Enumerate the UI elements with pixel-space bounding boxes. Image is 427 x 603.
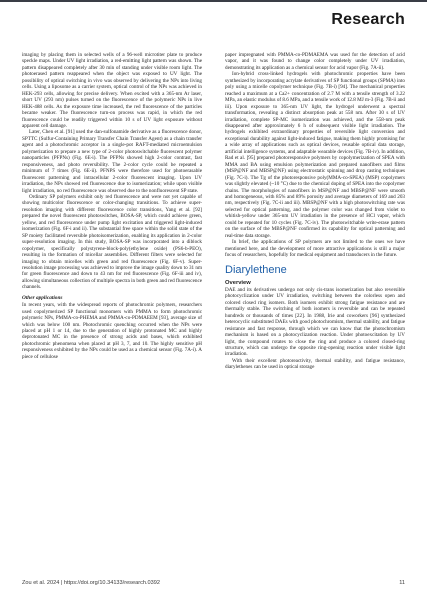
subsection-heading: Overview [225, 279, 251, 286]
paragraph: In recent years, with the widespread reports of photochromic polymers, researchers used copolymerized SP functional monomers with PMMA to form photochromic polymeric NPs, PMMA-co-PHEMA and PMMA-co-PDMAEEM [93], average size of which was below 100 nm. Photochromic quenching occurred when the NPs were placed at pH 1 or 14, due to the generation of highly protonated MC and highly deprotonated MC in the presence of strong acids and bases, which exhibited photochromic phenomena when placed at pH 3, 7, and 10. The highly sensitive pH responsiveness exhibited by the NPs could be used as a chemical sensor (Fig. 7A-i). A piece of cellulose [22, 302, 202, 360]
right-column [225, 52, 405, 371]
paragraph: In brief, the applications of SP polymers are not limited to the ones we have mentioned here, and the development of more attractive applications is still a major focus of researchers, hopefully for medical equipment and transducers in the future. [225, 239, 405, 259]
paragraph: With their excellent photoreactivity, thermal stability, and fatigue resistance, diarylethenes can be used in optical storage [225, 357, 405, 371]
section-title: Diarylethene [225, 263, 287, 276]
paragraph: paper impregnated with PMMA-co-PDMAEMA was used for the detection of acid vapor, and it was found to change color completely under UV irradiation, demonstrating its application as a chemical sensor for acid vapor (Fig. 7A-ii). [225, 52, 405, 71]
paragraph: DAE and its derivatives undergo not only cis-trans isomerization but also reversible photocyclization under UV irradiation, switching between the colorless open and colored closed ring isomers. Both isomers exhibit strong fatigue resistance and are thermally stable. The switching of both isomers is reversible and can be repeated hundreds or thousands of times [22]. In 1988, Irie and coworkers [96] synthesized heterocyclic substituted DAEs with good photochromism, thermal stability, and fatigue resistance and fast response, through which we can know that the photochromism mechanism is based on a photocyclization reaction. Under photoexcitation by UV light, the compound rotates to close the ring and produce a colored closed-ring structure, which can undergo the opposite ring-opening reaction under visible light irradiation. [225, 286, 405, 358]
header-rule [0, 0, 427, 2]
paragraph: imaging by placing them in selected wells of a 96-well microtiter plate to produce speckle maps. Under UV light irradiation, a red-emitting light pattern was shown. The pattern disappeared completely after 30 min of standing under visible room light. The photoerased pattern reappeared when the object was exposed to UV light. The possibility of optical switching in vivo was observed by delivering the NPs into living cells. Using a liposome as a carrier system, optical control of the NPs was achieved in HEK-293 cells, allowing for precise delivery. When excited with a 365-nm Ar laser, short UV (293 nm) pulses turned on the fluorescence of the polymeric NPs in live HEK-488 cells. As the exposure time increased, the red fluorescence of the particles became weaker. The fluorescence turn-on process was rapid, in which the red fluorescence could be readily triggered within 10 s of UV light exposure without apparent cell damage. [22, 52, 202, 129]
page-number: 11 [399, 580, 405, 586]
journal-name: Research [331, 11, 405, 28]
citation: Zou et al. 2024 | https://doi.org/10.34133/research.0392 [22, 580, 160, 586]
paragraph: Ion-hybrid cross-linked hydrogels with photochromic properties have been synthesized by incorporating acrylate derivatives of SP functional groups (SPMA) into poly using a micelle copolymer technique (Fig. 7B-i) [94]. The mechanical properties reached a maximum at a Ca2+ concentration of 2.7 M with a tensile strength of 3.22 MPa, an elastic modulus of 8.6 MPa, and a tensile work of 12.8 MJ m-3 (Fig. 7B-ii and iii). Upon exposure to 365-nm UV light, the hydrogel underwent a spectral transformation, revealing a distinct absorption peak at 558 nm. After 30 s of UV irradiation, complete SP-MC isomerization was achieved, and the 558-nm peak disappeared after approximately 6 h of subsequent visible light irradiation. The hydrogels exhibited extraordinary properties of reversible light conversion and exceptional durability against light-induced fatigue, making them highly promising for a wide array of applications such as optical devices, reusable optical data storage, artificial intelligence systems, and adaptable wearable devices (Fig. 7B-iv). In addition, Rad et al. [95] prepared photoresponsive polymers by copolymerization of SPEA with MMA and BA using emulsion polymerization and prepared nanofibers and films (MSP@NF and MBSP@NF) using electrostatic spinning and drop casting techniques (Fig. 7C-i). The Tg of the photoresponsive poly(MMA-co-SPEA) (MSP) copolymers was slightly elevated (~10 °C) due to the chemical doping of SPEA into the copolymer chains. The morphologies of nanofibers in MSP@NF and MBSP@NF were smooth and homogeneous, with 85% and 89% porosity and average diameters of 169 and 203 nm, respectively (Fig. 7C-ii and iii). MBSP@NF with a high photoswitching rate was selected for optical patterning, and the polymer color was changed from violet to whitish-yellow under 365-nm UV irradiation in the presence of HCl vapor, which could be repeated for 10 cycles (Fig. 7C-iv). The photoswitchable write-erase pattern on the surface of the MBSP@NF confirmed its capability for optical patterning and real-time data storage. [225, 71, 405, 239]
paragraph: Later, Chen et al. [91] used the dan-sulfonamide derivative as a fluorescence donor, SPTTC (Sulfur-Containing Primary Transfer Chain Transfer Agent) as a chain transfer agent and a photochromic acceptor in a single-pot RAFT-mediated microemulsion polymerization to prepare a new type of 2-color photoswitchable fluorescent polymer nanoparticles (PFPNs) (Fig. 6E-i). The PFPNs showed high 2-color contrast, fast responsiveness, and photo reversibility. The 2-color cycle could be repeated a minimum of 7 times (Fig. 6E-ii). PFNPS were therefore used for photoerasable fluorescent patterning and intracellular 2-color fluorescent imaging. Upon UV irradiation, the NPs showed red fluorescence due to isomerization; while upon visible light irradiation, no red fluorescence was observed due to the nonfluorescent SP state. [22, 129, 202, 194]
subsection-heading: Other applications [22, 294, 63, 301]
paragraph: Ordinary SP polymers exhibit only red fluorescence and were not yet capable of showing multicolor fluorescence or color-changing transitions. To achieve super-resolution imaging with different fluorescence color transitions, Yang et al. [92] prepared the novel fluorescent photoswitches, BOSA-SP, which could achieve green, yellow, and red fluorescence under pump light excitation and triggered light-induced isomerization (Fig. 6F-i and ii). The substantial free space within the solid state of the SP moiety facilitated reversible photoisomerization, enabling its application in 2-color super-resolution imaging. In this study, BOSA-SP was incorporated into a diblock copolymer, specifically polystyrene-block-poly(ethylene oxide) (PS6-b-PEO), resulting in the formation of micellar assemblies. Different filters were selected for imaging to obtain micelles with green and red fluorescence (Fig. 6F-v). Super-resolution image processing was achieved to improve the image quality down to 31 nm for green fluorescence and down to 43 nm for red fluorescence (Fig. 6F-iii and iv), allowing simultaneous collection of multiple spectra in both green and red fluorescence channels. [22, 193, 203, 291]
left-column [22, 52, 202, 360]
